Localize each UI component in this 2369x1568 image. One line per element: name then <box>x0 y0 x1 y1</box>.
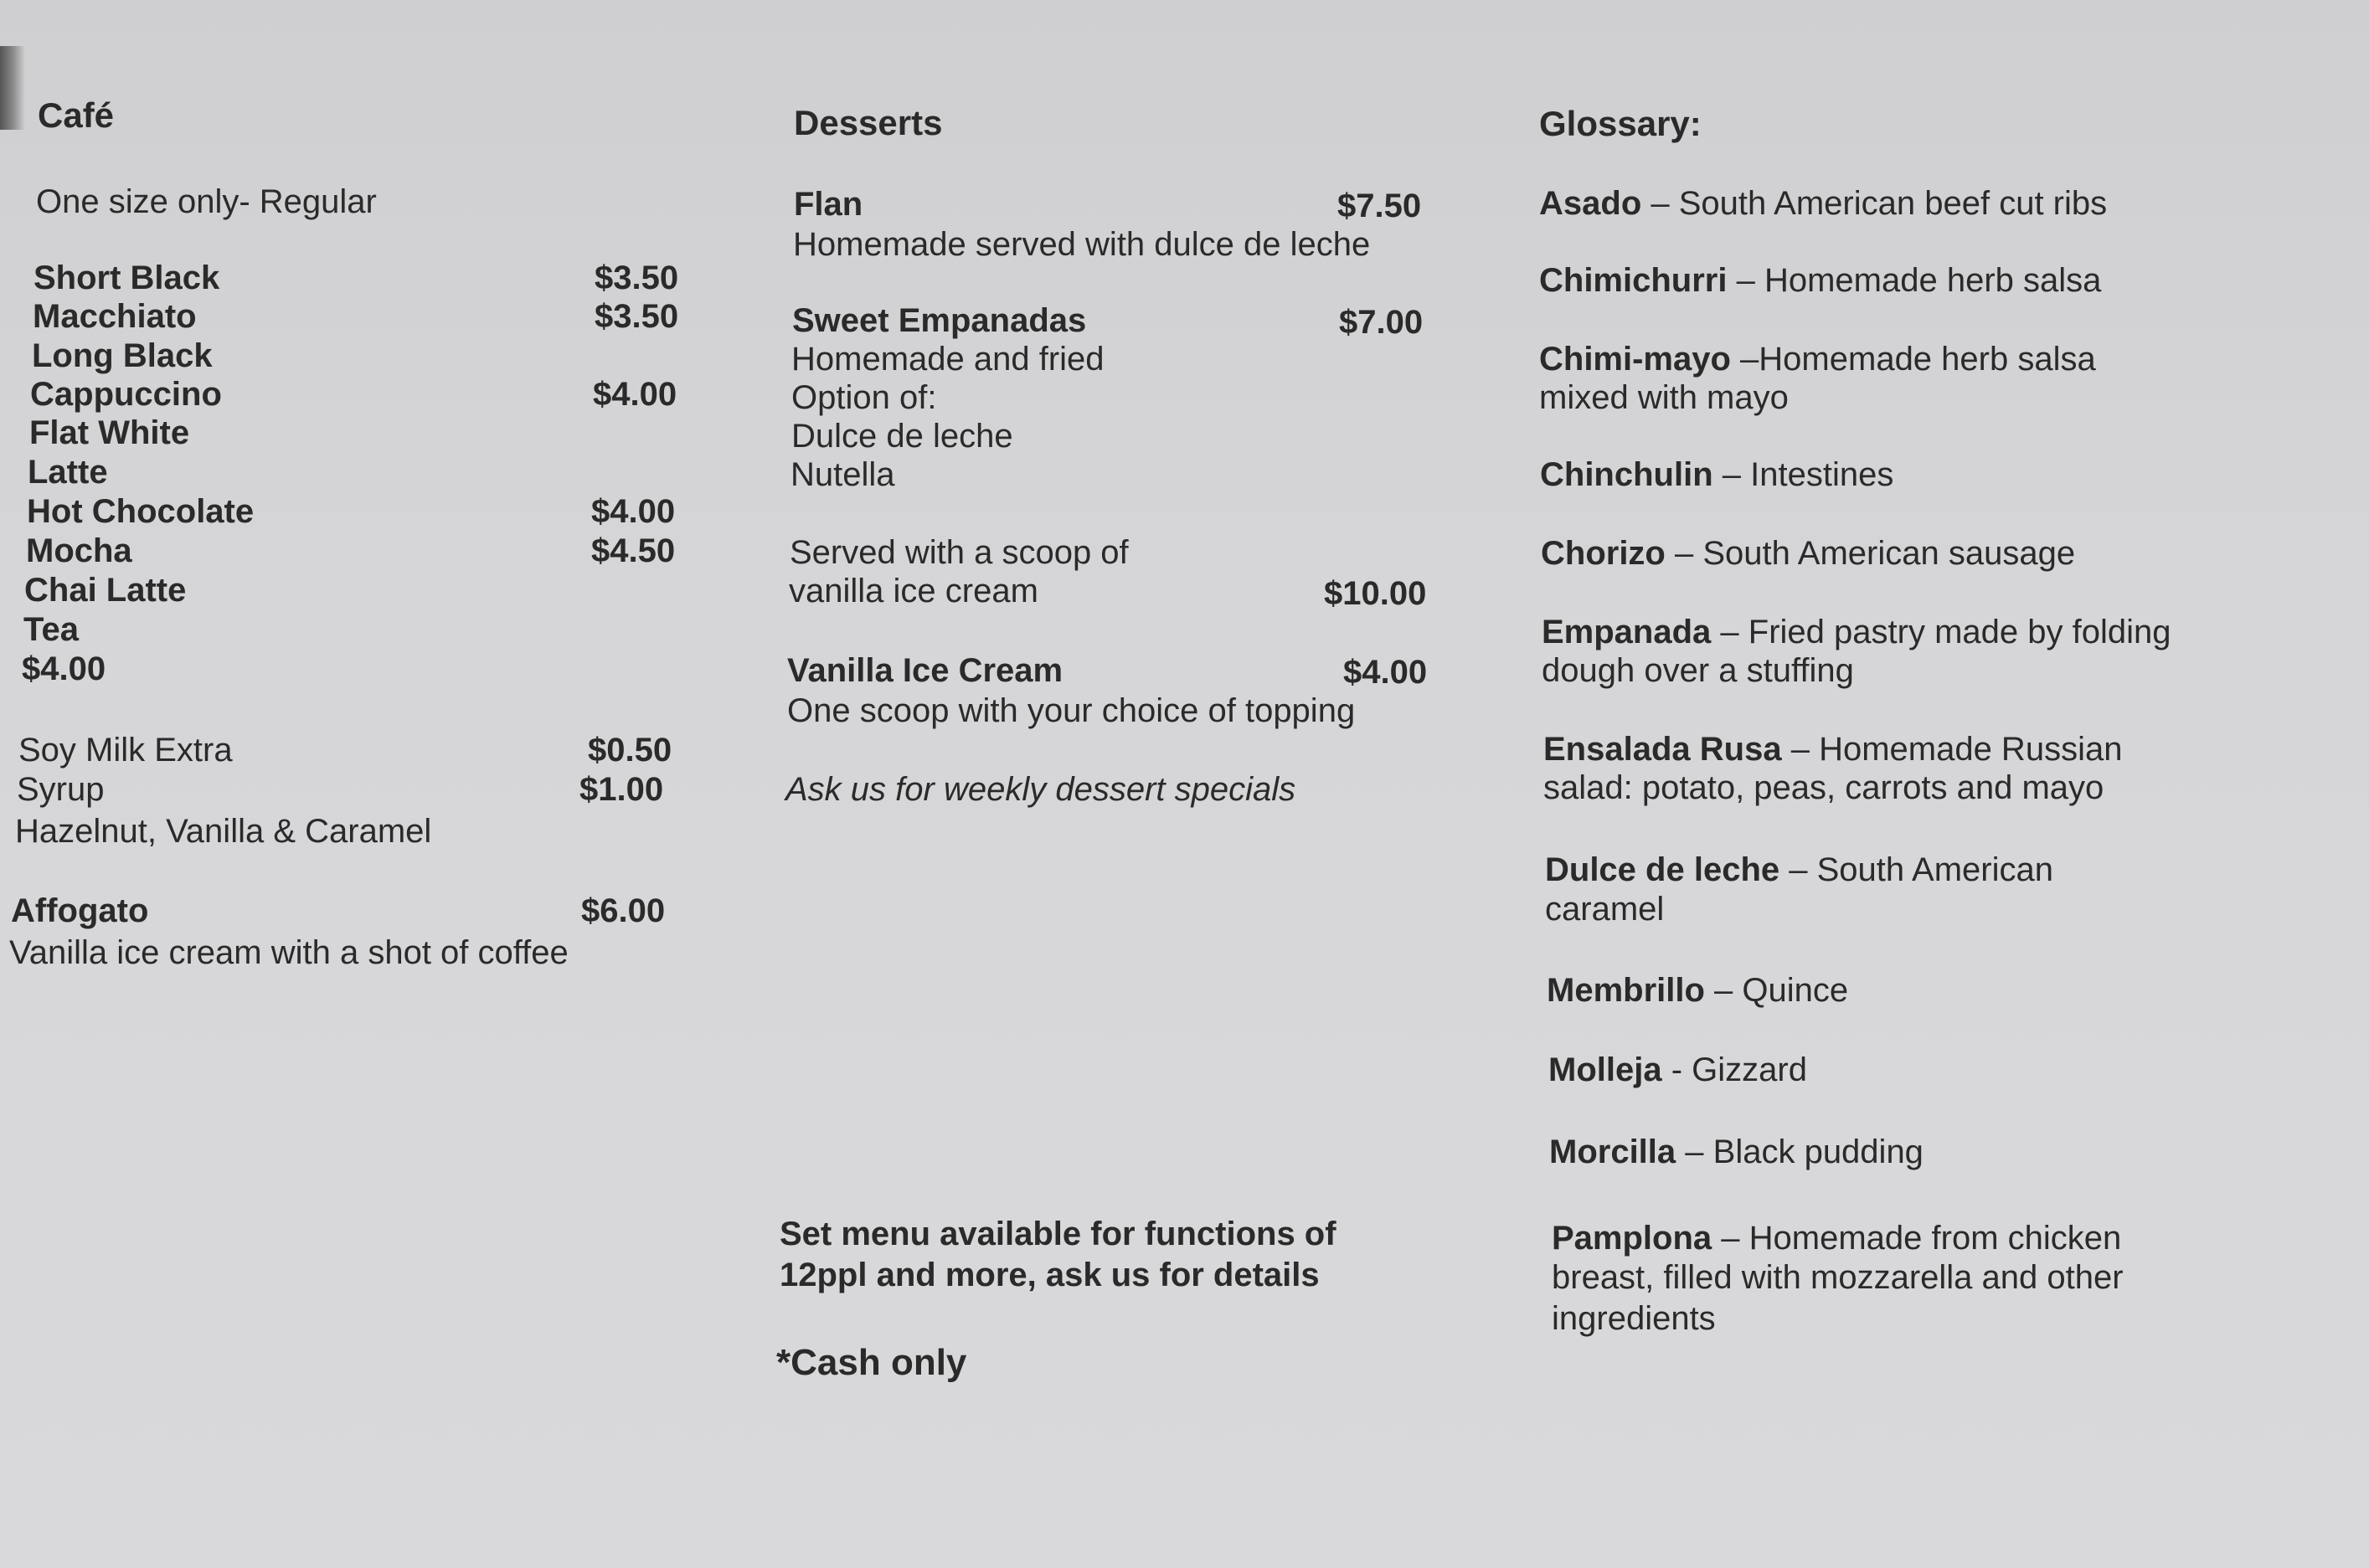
glossary-term: Morcilla <box>1549 1134 1676 1170</box>
glossary-entry: Chimichurri – Homemade herb salsa <box>1539 262 2102 299</box>
cafe-item-name: Hot Chocolate <box>27 493 255 530</box>
empanadas-line: Option of: <box>791 379 937 416</box>
extra-name: Syrup <box>17 771 105 808</box>
cafe-item-price: $3.50 <box>595 260 679 296</box>
glossary-def-cont: salad: potato, peas, carrots and mayo <box>1543 769 2104 806</box>
glossary-def-cont: dough over a stuffing <box>1542 652 1854 689</box>
cash-only-note: *Cash only <box>776 1342 967 1383</box>
glossary-term: Chorizo <box>1541 535 1666 572</box>
cafe-item-price: $4.00 <box>593 376 677 413</box>
empanadas-served: Served with a scoop of <box>790 534 1129 571</box>
glossary-entry: Asado – South American beef cut ribs <box>1539 185 2108 222</box>
glossary-entry: Morcilla – Black pudding <box>1549 1134 1924 1170</box>
cafe-item-name: Latte <box>28 454 108 491</box>
cafe-item-price: $4.50 <box>591 532 676 569</box>
empanadas-line: Dulce de leche <box>791 418 1013 455</box>
set-menu-note: 12ppl and more, ask us for details <box>780 1257 1320 1293</box>
flan-price: $7.50 <box>1337 188 1422 224</box>
cafe-heading: Café <box>38 95 115 135</box>
empanadas-line: Homemade and fried <box>791 341 1105 378</box>
glossary-term: Chimichurri <box>1539 262 1728 299</box>
glossary-def-cont: breast, filled with mozzarella and other <box>1552 1259 2124 1296</box>
extra-name: Soy Milk Extra <box>18 732 233 769</box>
glossary-entry: Membrillo – Quince <box>1547 972 1849 1009</box>
glossary-term: Chinchulin <box>1540 456 1713 493</box>
glossary-term: Molleja <box>1548 1051 1662 1088</box>
empanadas-served: vanilla ice cream <box>789 573 1038 609</box>
glossary-def-cont: mixed with mayo <box>1539 379 1789 416</box>
empanadas-name: Sweet Empanadas <box>792 302 1087 339</box>
affogato-price: $6.00 <box>581 892 666 929</box>
glossary-term: Dulce de leche <box>1545 851 1780 888</box>
empanadas-line: Nutella <box>791 456 895 493</box>
extra-price: $0.50 <box>588 732 672 769</box>
glossary-term: Chimi-mayo <box>1539 341 1731 378</box>
glossary-entry: Dulce de leche – South American <box>1545 851 2053 888</box>
glossary-term: Asado <box>1539 185 1642 222</box>
syrup-flavours: Hazelnut, Vanilla & Caramel <box>15 813 432 850</box>
empanadas-price: $7.00 <box>1339 304 1424 341</box>
cafe-item-name: Mocha <box>26 532 132 569</box>
binder-edge <box>0 46 25 130</box>
glossary-term: Pamplona <box>1552 1220 1712 1257</box>
cafe-item-name: Flat White <box>29 414 190 451</box>
extra-price: $1.00 <box>579 771 664 808</box>
glossary-entry: Chorizo – South American sausage <box>1541 535 2076 572</box>
glossary-heading: Glossary: <box>1539 104 1702 143</box>
glossary-def-cont: caramel <box>1545 891 1665 928</box>
ice-cream-name: Vanilla Ice Cream <box>787 652 1063 689</box>
glossary-entry: Chimi-mayo –Homemade herb salsa <box>1539 341 2096 378</box>
affogato-name: Affogato <box>11 892 149 929</box>
empanadas-served-price: $10.00 <box>1324 575 1427 612</box>
cafe-item-name: Cappuccino <box>30 376 222 413</box>
cafe-item-name: Long Black <box>32 337 213 374</box>
cafe-size-note: One size only- Regular <box>36 183 377 220</box>
affogato-desc: Vanilla ice cream with a shot of coffee <box>9 934 569 971</box>
cafe-item-price: $3.50 <box>595 298 679 335</box>
glossary-term: Membrillo <box>1547 972 1705 1009</box>
glossary-entry: Chinchulin – Intestines <box>1540 456 1894 493</box>
cafe-item-name: Short Black <box>33 260 220 296</box>
cafe-item-name: Macchiato <box>33 298 197 335</box>
glossary-term: Ensalada Rusa <box>1543 731 1782 768</box>
cafe-item-price: $4.00 <box>591 493 676 530</box>
cafe-item-name: Tea <box>23 611 79 648</box>
glossary-entry: Molleja - Gizzard <box>1548 1051 1807 1088</box>
set-menu-note: Set menu available for functions of <box>780 1216 1336 1252</box>
glossary-def-cont: ingredients <box>1552 1300 1716 1337</box>
ice-cream-price: $4.00 <box>1343 654 1428 691</box>
ice-cream-desc: One scoop with your choice of topping <box>787 692 1356 729</box>
glossary-entry: Empanada – Fried pastry made by folding <box>1542 614 2171 650</box>
cafe-item-name: Chai Latte <box>24 572 187 609</box>
glossary-term: Empanada <box>1542 614 1712 650</box>
flan-name: Flan <box>794 186 863 223</box>
dessert-specials: Ask us for weekly dessert specials <box>785 771 1296 808</box>
flan-desc: Homemade served with dulce de leche <box>793 226 1371 263</box>
desserts-heading: Desserts <box>794 103 943 142</box>
glossary-entry: Pamplona – Homemade from chicken <box>1552 1220 2122 1257</box>
tea-price: $4.00 <box>22 650 106 687</box>
glossary-entry: Ensalada Rusa – Homemade Russian <box>1543 731 2123 768</box>
